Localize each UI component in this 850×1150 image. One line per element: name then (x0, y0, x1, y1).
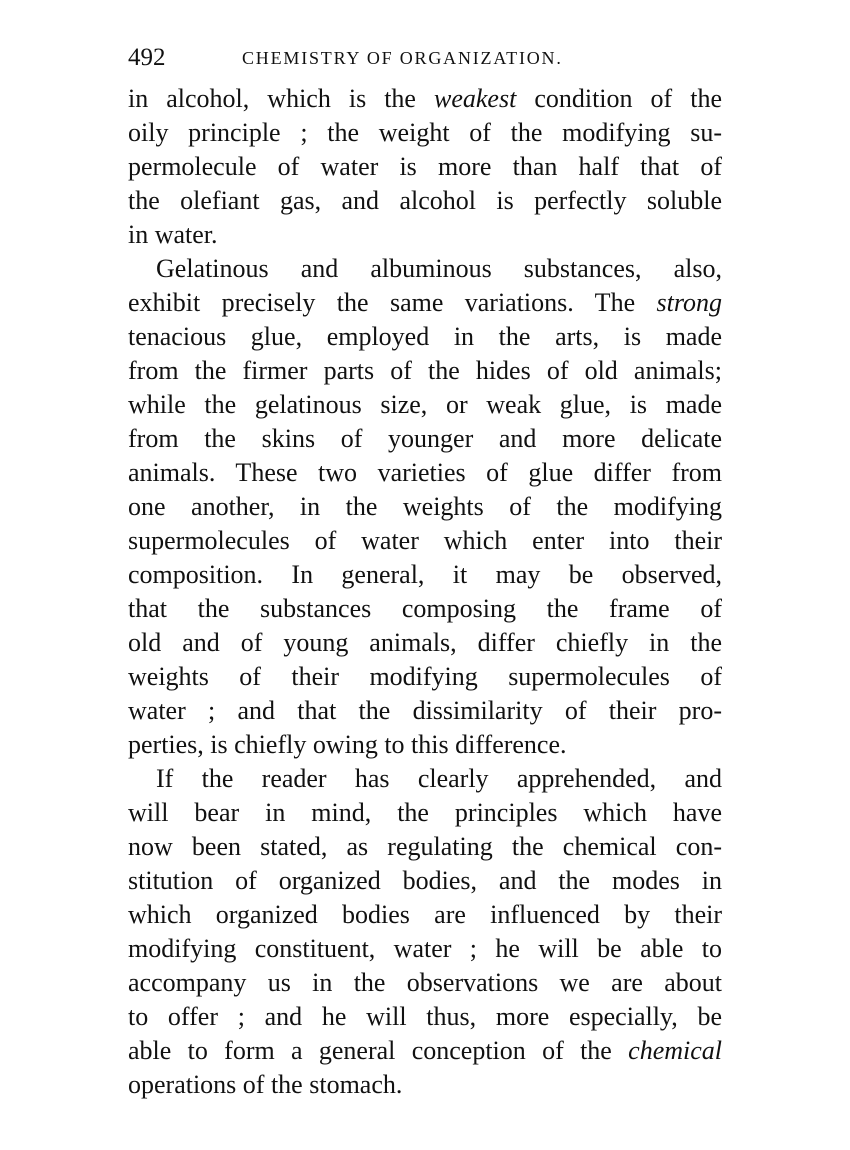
text-line (128, 286, 722, 320)
text-line (128, 320, 722, 354)
text-line (128, 218, 722, 252)
text-segment: If the reader has clearly apprehended, and (156, 764, 722, 793)
text-line (128, 184, 722, 218)
text-line (128, 932, 722, 966)
text-line (128, 116, 722, 150)
text-line (128, 592, 722, 626)
text-segment: which organized bodies are influenced by their (128, 900, 722, 929)
text-line (128, 728, 722, 762)
text-line (128, 660, 722, 694)
text-segment: the olefiant gas, and alcohol is perfectly soluble (128, 186, 722, 215)
italic-text: strong (656, 288, 722, 317)
text-segment: will bear in mind, the principles which have (128, 798, 722, 827)
text-segment: modifying constituent, water ; he will be able to (128, 934, 722, 963)
text-line (128, 82, 722, 116)
text-segment: condition of the (516, 84, 722, 113)
text-line (128, 796, 722, 830)
running-head: CHEMISTRY OF ORGANIZATION. (242, 48, 563, 68)
text-segment: water ; and that the dissimilarity of their pro- (128, 696, 722, 725)
text-segment: stitution of organized bodies, and the modes in (128, 866, 722, 895)
page-number: 492 (128, 44, 166, 71)
text-segment: in alcohol, which is the (128, 84, 434, 113)
text-segment: able to form a general conception of the (128, 1036, 629, 1065)
text-line (128, 626, 722, 660)
text-line (128, 762, 722, 796)
text-segment: operations of the stomach. (128, 1070, 403, 1099)
text-line (128, 1034, 722, 1068)
text-segment: supermolecules of water which enter into their (128, 526, 722, 555)
text-line (128, 490, 722, 524)
text-line (128, 354, 722, 388)
text-line (128, 830, 722, 864)
italic-text: weakest (433, 84, 517, 113)
text-segment: to offer ; and he will thus, more especially, be (128, 1002, 722, 1031)
text-segment: exhibit precisely the same variations. The (128, 288, 657, 317)
text-line (128, 422, 722, 456)
text-segment: now been stated, as regulating the chemical con- (128, 832, 722, 861)
text-line (128, 388, 722, 422)
text-segment: in water. (128, 220, 218, 249)
text-line (128, 524, 722, 558)
text-segment: accompany us in the observations we are about (128, 968, 722, 997)
text-segment: from the skins of younger and more delicate (128, 424, 722, 453)
text-line (128, 694, 722, 728)
italic-text: chemical (628, 1036, 722, 1065)
text-line (128, 1068, 722, 1102)
page-header (128, 42, 728, 74)
text-segment: that the substances composing the frame of (128, 594, 722, 623)
text-segment: while the gelatinous size, or weak glue, is made (128, 390, 722, 419)
text-segment: animals. These two varieties of glue differ from (128, 458, 722, 487)
text-line (128, 252, 722, 286)
text-line (128, 898, 722, 932)
text-segment: from the firmer parts of the hides of old animals; (128, 356, 722, 385)
text-segment: old and of young animals, differ chiefly in the (128, 628, 722, 657)
text-segment: tenacious glue, employed in the arts, is made (128, 322, 722, 351)
text-line (128, 864, 722, 898)
text-line (128, 558, 722, 592)
text-line (128, 150, 722, 184)
text-segment: permolecule of water is more than half that of (128, 152, 722, 181)
text-line (128, 1000, 722, 1034)
text-segment: one another, in the weights of the modifying (128, 492, 722, 521)
text-segment: composition. In general, it may be observed, (128, 560, 722, 589)
body-text (128, 82, 722, 1102)
text-segment: oily principle ; the weight of the modifying su- (128, 118, 722, 147)
text-segment: weights of their modifying supermolecules of (128, 662, 722, 691)
text-line (128, 456, 722, 490)
text-line (128, 966, 722, 1000)
text-segment: perties, is chiefly owing to this difference. (128, 730, 567, 759)
text-segment: Gelatinous and albuminous substances, also, (156, 254, 722, 283)
